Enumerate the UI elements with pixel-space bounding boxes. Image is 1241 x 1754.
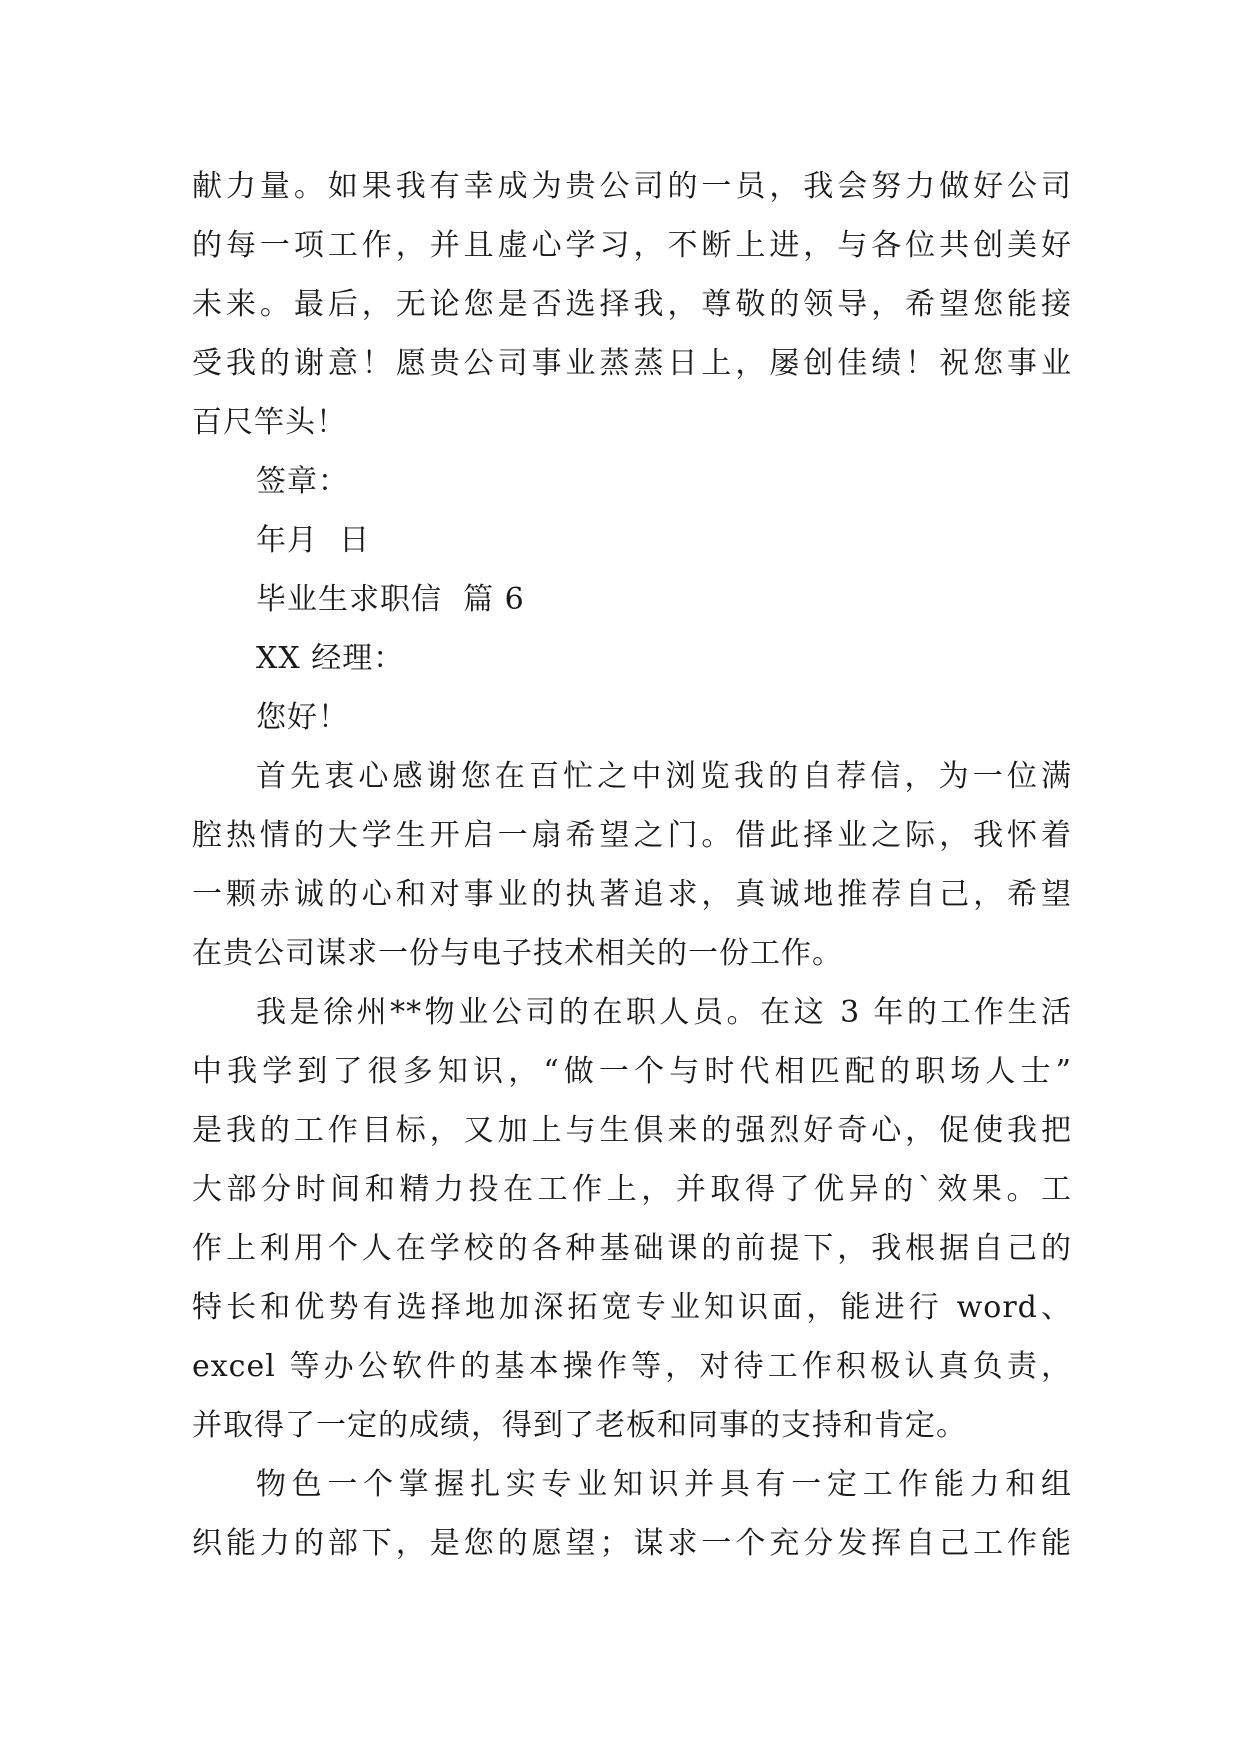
text-line: 受我的谢意！愿贵公司事业蒸蒸日上，屡创佳绩！祝您事业 <box>192 346 1072 381</box>
text-line: 物色一个掌握扎实专业知识并具有一定工作能力和组 <box>256 1467 1072 1502</box>
text-line: 织能力的部下，是您的愿望；谋求一个充分发挥自己工作能 <box>192 1526 1072 1561</box>
signature-label-text: 签章： <box>256 464 349 499</box>
text-line: 并取得了一定的成绩，得到了老板和同事的支持和肯定。 <box>192 1408 967 1443</box>
paragraph-2 <box>192 983 1072 1455</box>
text-line: 的每一项工作，并且虚心学习，不断上进，与各位共创美好 <box>192 228 1072 263</box>
paragraph-continuation <box>192 157 1072 452</box>
salutation <box>256 629 1072 688</box>
text-line: 中我学到了很多知识，“做一个与时代相匹配的职场人士” <box>192 1054 1072 1089</box>
text-line: 在贵公司谋求一份与电子技术相关的一份工作。 <box>192 936 843 971</box>
text-line: 未来。最后，无论您是否选择我，尊敬的领导，希望您能接 <box>192 287 1072 322</box>
text-line: 献力量。如果我有幸成为贵公司的一员，我会努力做好公司 <box>192 169 1072 204</box>
text-line: 作上利用个人在学校的各种基础课的前提下，我根据自己的 <box>192 1231 1072 1266</box>
text-line: 是我的工作目标，又加上与生俱来的强烈好奇心，促使我把 <box>192 1113 1072 1148</box>
date-label <box>256 511 1072 570</box>
salutation-text: XX 经理： <box>256 641 405 676</box>
text-line: 首先衷心感谢您在百忙之中浏览我的自荐信，为一位满 <box>256 759 1072 794</box>
signature-label <box>256 452 1072 511</box>
paragraph-1 <box>192 747 1072 983</box>
greeting <box>256 688 1072 747</box>
text-line: 腔热情的大学生开启一扇希望之门。借此择业之际，我怀着 <box>192 818 1072 853</box>
text-line: 大部分时间和精力投在工作上，并取得了优异的`效果。工 <box>192 1172 1072 1207</box>
text-line: 一颗赤诚的心和对事业的执著追求，真诚地推荐自己，希望 <box>192 877 1072 912</box>
section-title <box>256 570 1072 629</box>
greeting-text: 您好！ <box>256 700 349 735</box>
text-line: excel 等办公软件的基本操作等，对待工作积极认真负责， <box>192 1349 1072 1384</box>
section-title-text: 毕业生求职信 篇 6 <box>256 582 525 617</box>
text-line: 我是徐州**物业公司的在职人员。在这 3 年的工作生活 <box>256 995 1072 1030</box>
paragraph-3 <box>192 1455 1072 1573</box>
text-line: 百尺竿头！ <box>192 405 347 440</box>
text-line: 特长和优势有选择地加深拓宽专业知识面，能进行 word、 <box>192 1290 1072 1325</box>
date-label-text: 年月 日 <box>256 523 371 558</box>
